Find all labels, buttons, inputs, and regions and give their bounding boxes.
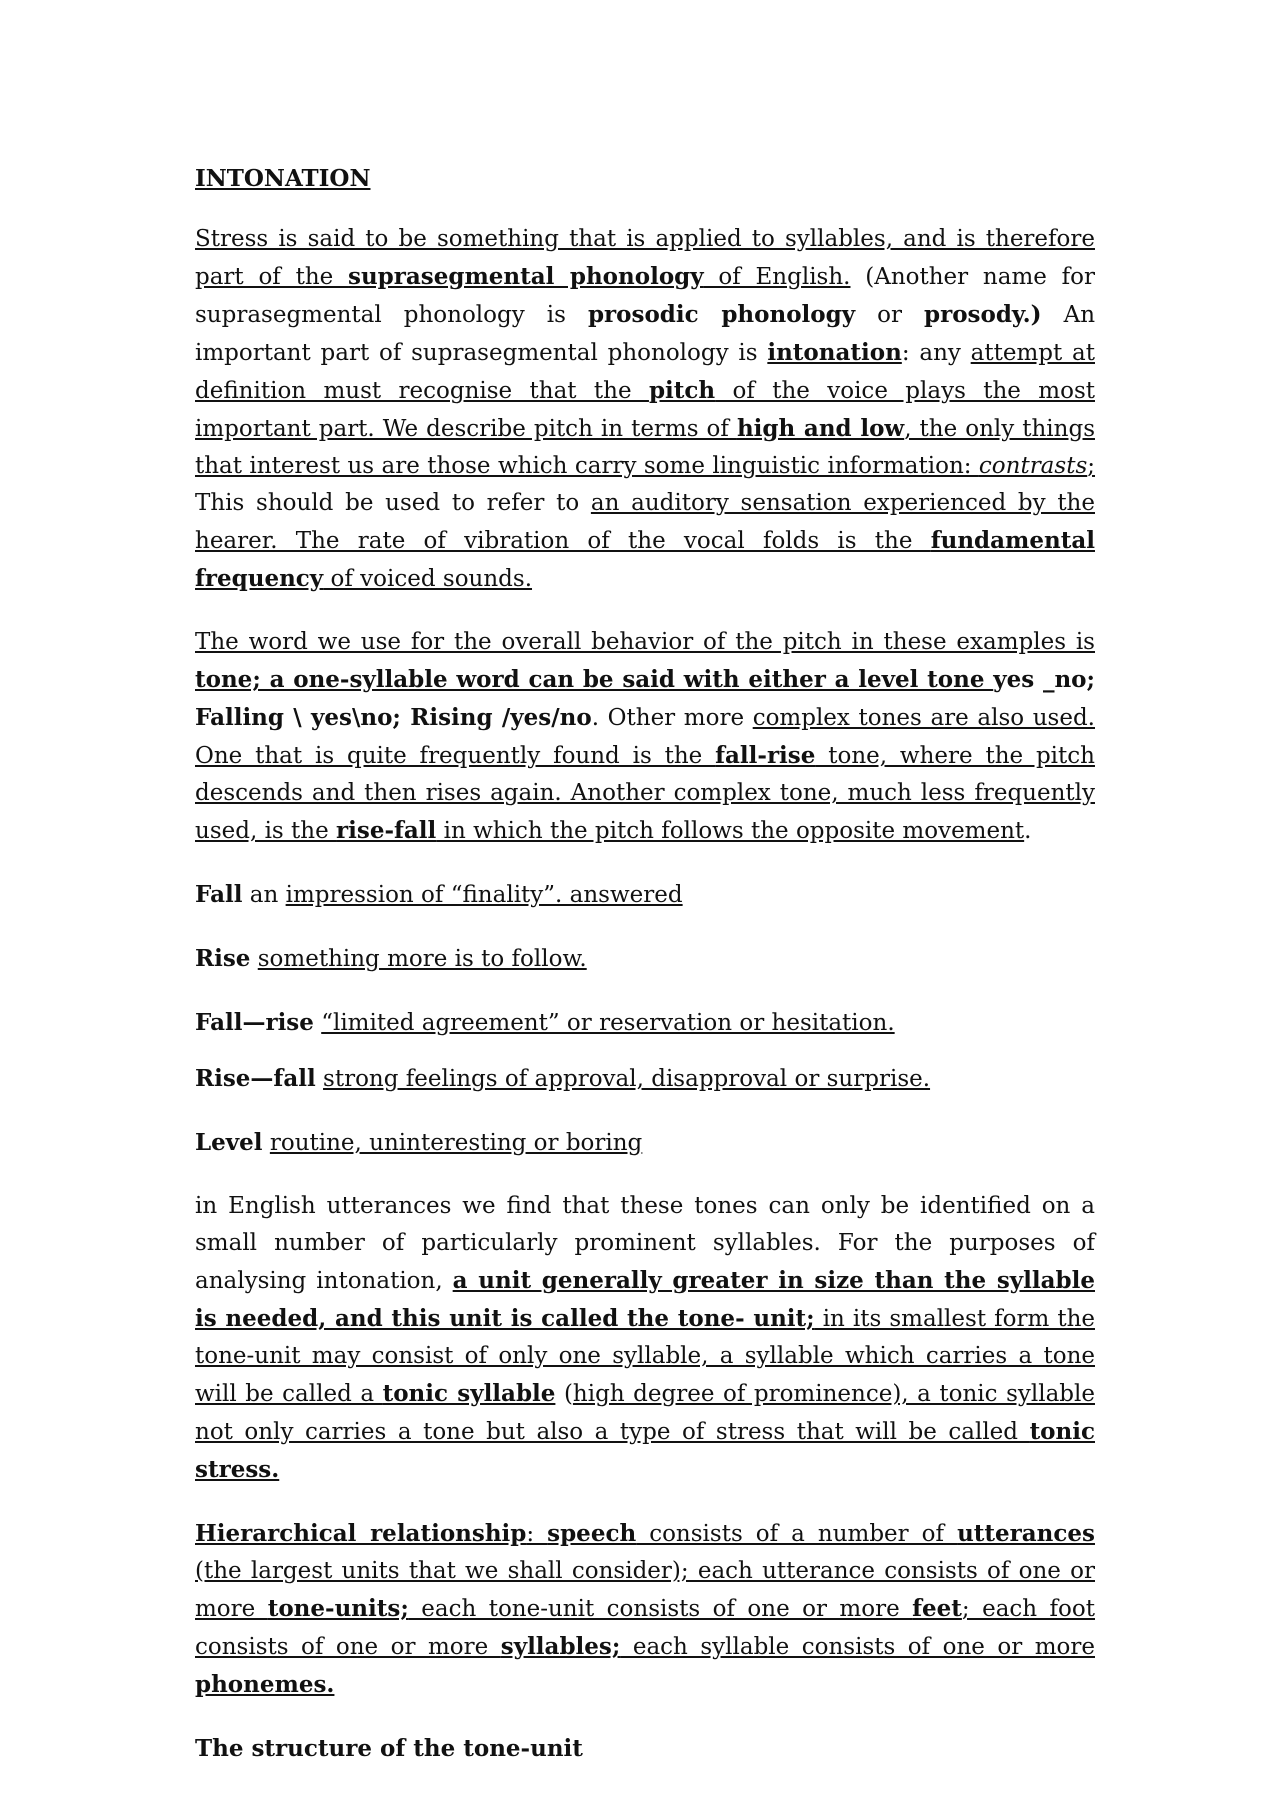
document-body [195, 160, 1095, 1767]
paragraph-tone-unit: in English utterances we find that these tones can only be identified on a small number of particularly prominent syllables. For the purposes of analysing intonation, a unit generally greater in size than the syllable is needed, and this unit is called the tone- unit; in its smallest form the tone-unit may consist of only one syllable, a syllable which carries a tone will be called a tonic syllable (high degree of prominence), a tonic syllable not only carries a tone but also a type of stress that will be called tonic stress. [195, 1193, 1095, 1483]
paragraph-stress-intonation: Stress is said to be something that is applied to syllables, and is therefore part of the suprasegmental phonology of English. (Another name for suprasegmental phonology is prosodic phonology or prosody.) An important part of suprasegmental phonology is intonation: any attempt at definition must recognise that the pitch of the voice plays the most important part. We describe pitch in terms of high and low, the only things that interest us are those which carry some linguistic information: contrasts; This should be used to refer to an auditory sensation experienced by the hearer. The rate of vibration of the vocal folds is the fundamental frequency of voiced sounds. [195, 226, 1096, 592]
tone-definition-rise-fall: Rise—fall strong feelings of approval, disapproval or surprise. [195, 1065, 931, 1092]
tone-definition-fall: Fall an impression of “finality”. answered [195, 881, 683, 908]
paragraph-tone: The word we use for the overall behavior of the pitch in these examples is tone; a one-syllable word can be said with either a level tone yes _no; Falling \ yes\no; Rising /yes/no. Other more complex tones are also used. One that is quite frequently found is the fall-rise tone, where the pitch descends and then rises again. Another complex tone, much less frequently used, is the rise-fall in which the pitch follows the opposite movement. [195, 629, 1095, 844]
section-heading: The structure of the tone-unit [195, 1735, 583, 1762]
paragraph-hierarchy: Hierarchical relationship: speech consists of a number of utterances (the largest units that we shall consider); each utterance consists of one or more tone-units; each tone-unit consists of one or more feet; each foot consists of one or more syllables; each syllable consists of one or more phonemes. [195, 1520, 1095, 1698]
tone-definition-rise: Rise something more is to follow. [195, 945, 587, 972]
tone-definition-level: Level routine, uninteresting or boring [195, 1129, 643, 1156]
tone-definition-fall-rise: Fall—rise “limited agreement” or reservation or hesitation. [195, 1009, 895, 1036]
page-title: INTONATION [195, 165, 371, 192]
